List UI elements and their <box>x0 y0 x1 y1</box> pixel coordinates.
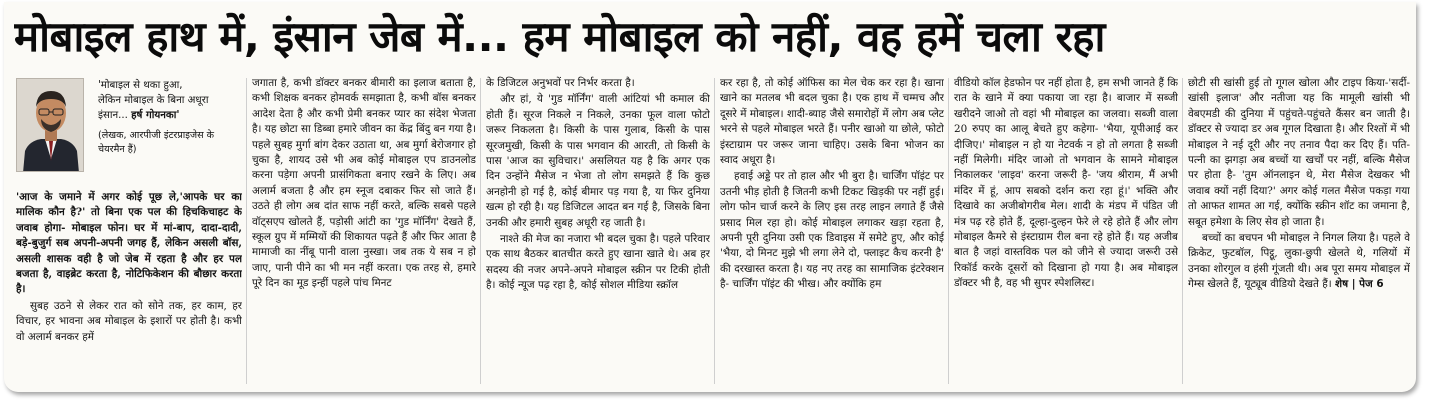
newspaper-clipping <box>4 2 1416 392</box>
continued-on-page: शेष | पेज 6 <box>1335 278 1384 291</box>
article-paragraph: बच्चों का बचपन भी मोबाइल ने निगल लिया है। पहले वे क्रिकेट, फुटबॉल, पिट्ठू, लुका-छुपी खेलते थे, गलियों में उनका शोरगुल व हंसी गूंजती थी। अब पूरा समय मोबाइल में गेम्स खेलते हैं, यूट्यूब वीडियो देखते हैं। शेष | पेज 6 <box>1188 232 1410 291</box>
author-designation: (लेखक, आरपीजी इंटरप्राइजेस के चेयरमैन हैं) <box>98 130 215 155</box>
article-column-3 <box>486 76 710 388</box>
column-divider <box>714 78 715 384</box>
column-divider <box>948 78 949 384</box>
quote-line: 'मोबाइल से थका हुआ, <box>98 80 183 91</box>
author-name: हर्ष गोयनका' <box>131 110 180 121</box>
author-quote-box <box>16 76 242 186</box>
article-paragraph: वीडियो कॉल हेडफोन पर नहीं होता है, हम सभी जानते हैं कि रात के खाने में क्या पकाया जा रहा है। बाजार में सब्जी खरीदने जाओ तो वहां भी मोबाइल का जलवा। सब्जी वाला 20 रुपए का आलू बेचते हुए कहेगा- 'भैया, यूपीआई कर दीजिए।' मोबाइल न हो या नेटवर्क न हो तो लगता है सब्जी नहीं मिलेगी। मंदिर जाओ तो भगवान के सामने मोबाइल निकालकर 'लाइव' करना जरूरी है- 'जय श्रीराम, मैं अभी मंदिर में हूं, आप सबको दर्शन करा रहा हूं।' भक्ति और दिखावे का अजीबोगरीब मेल। शादी के मंडप में पंडित जी मंत्र पढ़ रहे होते हैं, दूल्हा-दुल्हन फेरे ले रहे होते हैं और लोग मोबाइल कैमरे से इंस्टाग्राम रील बना रहे होते हैं। यह अजीब बात है जहां वास्तविक पल को जीने से ज्यादा जरूरी उसे रिकॉर्ड करके दूसरों को दिखाना हो गया है। अब मोबाइल डॉक्टर भी है, वह भी सुपर स्पेशलिस्ट। <box>954 77 1178 290</box>
column-divider <box>1182 78 1183 384</box>
article-column-2 <box>252 76 476 388</box>
article-paragraph: हवाई अड्डे पर तो हाल और भी बुरा है। चार्जिंग पॉइंट पर उतनी भीड़ होती है जितनी कभी टिकट खिड़की पर नहीं हुई। लोग फोन चार्ज करने के लिए इस तरह लाइन लगाते हैं जैसे प्रसाद मिल रहा हो। कोई मोबाइल लगाकर खड़ा रहता है, अपनी पूरी दुनिया उसी एक डिवाइस में समेटे हुए, और कोई 'भैया, दो मिनट मुझे भी लगा लेने दो, फ्लाइट कैच करनी है' की दरखास्त करता है। यह नए तरह का सामाजिक इंटरेक्शन है- चार्जिंग पॉइंट की भीख। और क्योंकि हम <box>720 170 944 291</box>
article-column-6 <box>1188 76 1410 388</box>
article-paragraph: सुबह उठने से लेकर रात को सोने तक, हर काम, हर विचार, हर भावना अब मोबाइल के इशारों पर होती है। कभी वो अलार्म बनकर हमें <box>16 299 242 343</box>
article-paragraph: के डिजिटल अनुभवों पर निर्भर करता है। <box>486 77 635 89</box>
quote-line: लेकिन मोबाइल के बिना अधूरा <box>98 95 209 106</box>
headline: मोबाइल हाथ में, इंसान जेब में... हम मोबाइल को नहीं, वह हमें चला रहा <box>14 12 1105 61</box>
article-column-4 <box>720 76 944 388</box>
column-divider <box>480 78 481 384</box>
quote-line: इंसान... हर्ष गोयनका' <box>98 110 180 121</box>
article-paragraph: और हां, ये 'गुड मॉर्निंग' वाली आंटियां भी कमाल की होती हैं। सूरज निकले न निकले, उनका फूल वाला फोटो जरूर निकलता है। किसी के पास गुलाब, किसी के पास सूरजमुखी, किसी के पास भगवान की आरती, तो किसी के पास 'आज का सुविचार।' असलियत यह है कि अगर एक दिन उन्होंने मैसेज न भेजा तो लोग समझते हैं कि कुछ अनहोनी हो गई है, कोई बीमार पड़ गया है, या फिर दुनिया खत्म हो रही है। यह डिजिटल आदत बन गई है, जिसके बिना उनकी और हमारी सुबह अधूरी रह जाती है। <box>486 93 710 229</box>
article-paragraph: कर रहा है, तो कोई ऑफिस का मेल चेक कर रहा है। खाना खाने का मतलब भी बदल चुका है। एक हाथ में चम्मच और दूसरे में मोबाइल। शादी-ब्याह जैसे समारोहों में लोग अब प्लेट भरने से पहले मोबाइल भरते हैं। पनीर खाओ या छोले, फोटो इंस्टाग्राम पर जरूर जाना चाहिए। उसके बिना भोजन का स्वाद अधूरा है। <box>720 77 944 167</box>
column-divider <box>246 78 247 384</box>
author-photo <box>16 78 84 172</box>
pull-quote <box>98 78 242 157</box>
article-paragraph: जगाता है, कभी डॉक्टर बनकर बीमारी का इलाज बताता है, कभी शिक्षक बनकर होमवर्क समझाता है, कभी बॉस बनकर आदेश देता है और कभी प्रेमी बनकर प्यार का संदेश भेजता है। यह छोटा सा डिब्बा हमारे जीवन का केंद्र बिंदु बन गया है। पहले सुबह मुर्गा बांग देकर उठाता था, अब मुर्गा बेरोजगार हो चुका है, शायद उसे भी अब कोई मोबाइल एप डाउनलोड करना पड़ेगा अपनी प्रासंगिकता बनाए रखने के लिए। अब अलार्म बजता है और हम स्नूज दबाकर फिर सो जाते हैं। उठते ही लोग अब दांत साफ नहीं करते, बल्कि सबसे पहले वॉट्सएप खोलते हैं, पड़ोसी आंटी का 'गुड मॉर्निंग' देखते हैं, स्कूल ग्रुप में मम्मियों की शिकायत पढ़ते हैं और फिर आता है मामाजी का नींबू पानी वाला नुस्खा। जब तक ये सब न हो जाए, पानी पीने का भी मन नहीं करता। एक तरह से, हमारे पूरे दिन का मूड इन्हीं पहले पांच मिनट <box>252 77 476 290</box>
article-column-5 <box>954 76 1178 388</box>
article-column-1 <box>16 76 242 388</box>
article-paragraph: नाश्ते की मेज का नजारा भी बदल चुका है। पहले परिवार एक साथ बैठकर बातचीत करते हुए खाना खाते थे। अब हर सदस्य की नजर अपने-अपने मोबाइल स्क्रीन पर टिकी होती है। कोई न्यूज पढ़ रहा है, कोई सोशल मीडिया स्क्रॉल <box>486 233 710 292</box>
article-paragraph: छोटी सी खांसी हुई तो गूगल खोला और टाइप किया-'सर्दी-खांसी इलाज' और नतीजा यह कि मामूली खांसी भी वेबएमडी की दुनिया में पहुंचते-पहुंचते कैंसर बन जाती है। डॉक्टर से ज्यादा डर अब गूगल दिखाता है। और रिश्तों में भी मोबाइल ने नई दूरी और नए तनाव पैदा कर दिए हैं। पति-पत्नी का झगड़ा अब बच्चों या खर्चों पर नहीं, बल्कि मैसेज पर होता है- 'तुम ऑनलाइन थे, मेरा मैसेज देखकर भी जवाब क्यों नहीं दिया?' अगर कोई गलत मैसेज पकड़ा गया तो आफत शामत आ गई, क्योंकि स्क्रीन शॉट का जमाना है, सबूत हमेशा के लिए सेव हो जाता है। <box>1188 77 1410 228</box>
article-paragraph: 'आज के जमाने में अगर कोई पूछ ले,'आपके घर का मालिक कौन है?' तो बिना एक पल की हिचकिचाहट के जवाब होगा- मोबाइल फोन। घर में मां-बाप, दादा-दादी, बड़े-बुजुर्ग सब अपनी-अपनी जगह हैं, लेकिन असली बॉस, असली शासक वही है जो जेब में रहता है और हर पल बजता है, वाइब्रेट करता है, नोटिफिकेशन की बौछार करता है। <box>16 191 242 296</box>
